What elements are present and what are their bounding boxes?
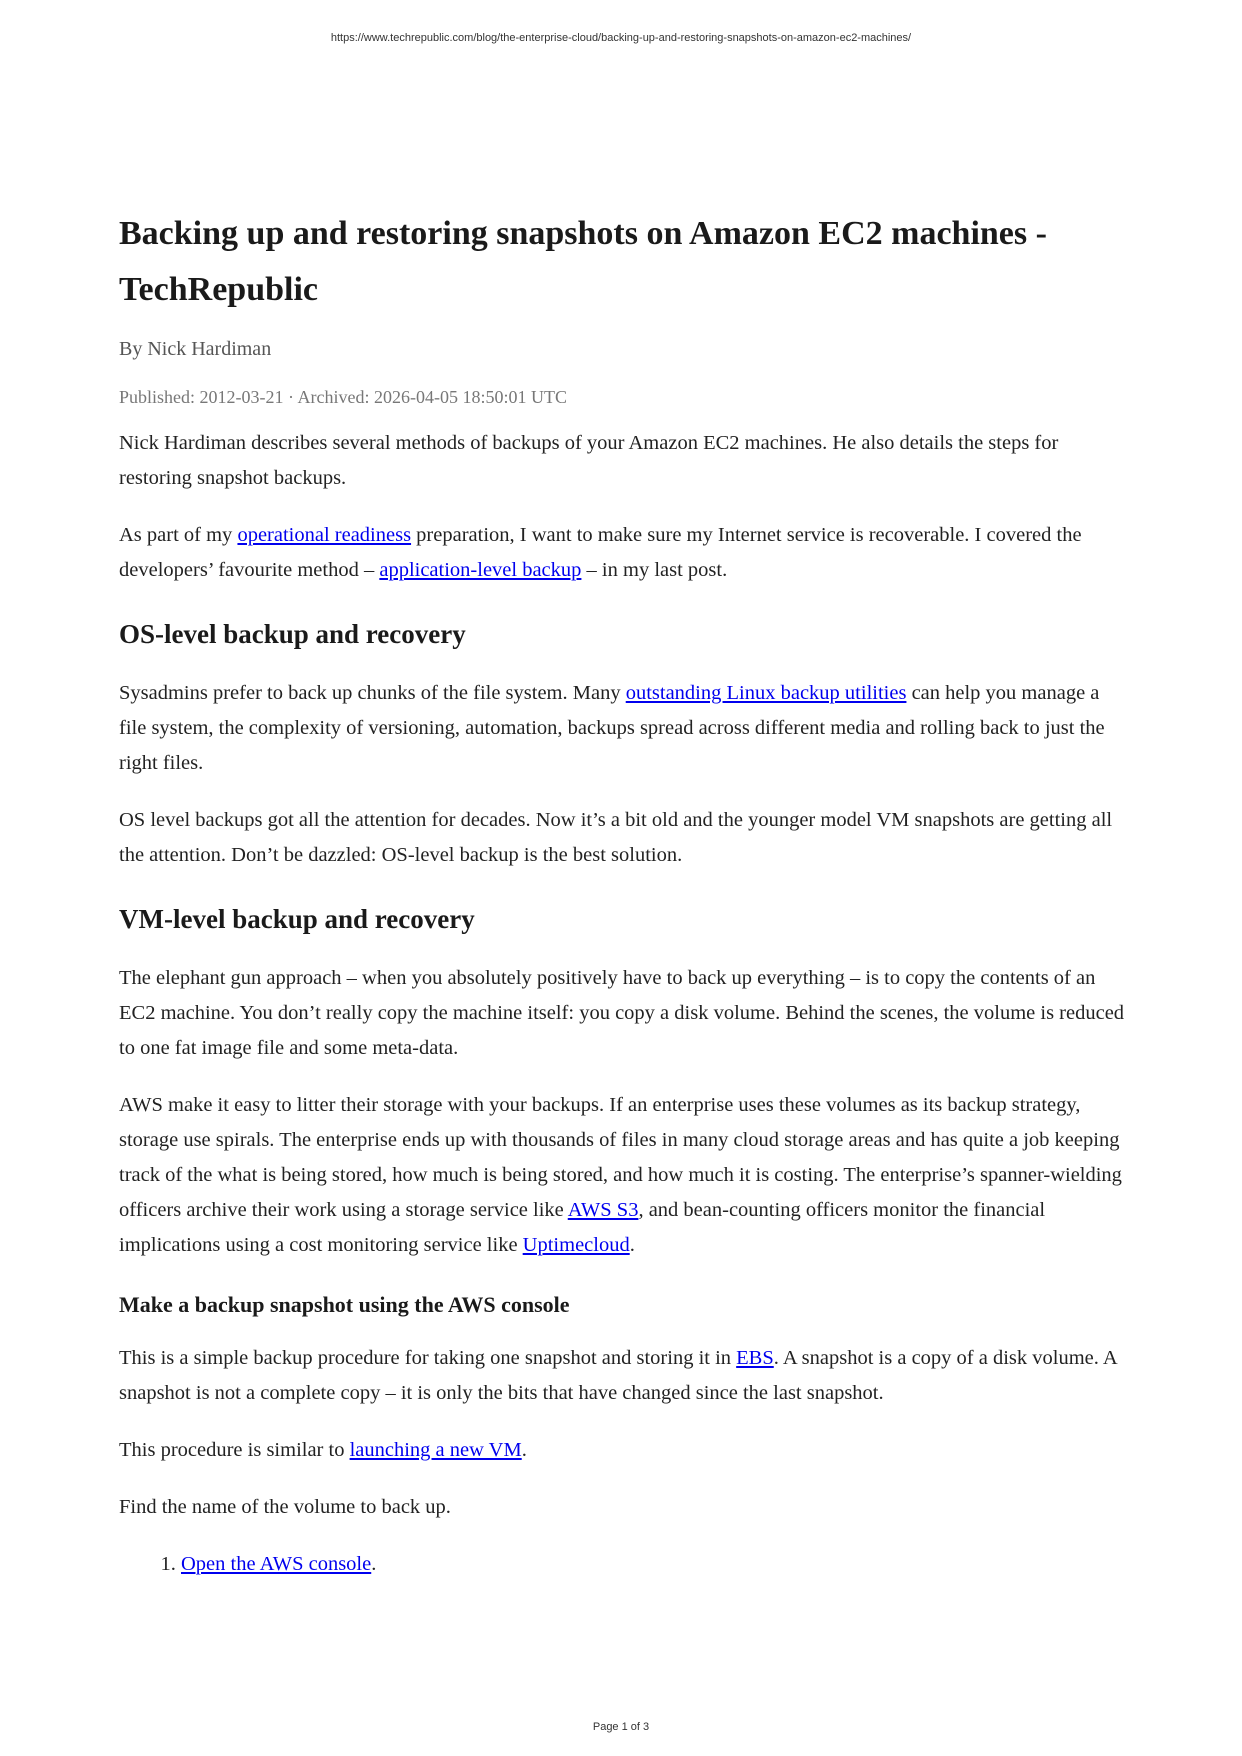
- heading-make-snapshot: Make a backup snapshot using the AWS console: [119, 1292, 570, 1317]
- article-intro: Nick Hardiman describes several methods of backups of your Amazon EC2 machines. He also details the steps for restoring snapshot backups.: [119, 432, 1059, 489]
- heading-vm-level: VM-level backup and recovery: [119, 904, 475, 934]
- open-aws-console-link[interactable]: Open the AWS console: [181, 1553, 372, 1575]
- uptimecloud-link[interactable]: Uptimecloud: [522, 1234, 630, 1256]
- article-byline: By Nick Hardiman: [119, 338, 272, 360]
- steps-list: [119, 1547, 1129, 1582]
- application-level-backup-link[interactable]: application-level backup: [379, 559, 582, 581]
- paragraph-aws-storage: AWS make it easy to litter their storage with your backups. If an enterprise uses these volumes as its backup strategy, storage use spirals. The enterprise ends up with thousands of files in many cloud storage areas and has quite a job keeping track of the what is being stored, how much is being stored, and how much it is costing. The enterprise’s spanner-wielding officers archive their work using a storage service like AWS S3, and bean-counting officers monitor the financial implications using a cost monitoring service like Uptimecloud.: [119, 1094, 1122, 1256]
- page-url-header: https://www.techrepublic.com/blog/the-enterprise-cloud/backing-up-and-restoring-snapshots-on-amazon-ec2-machines/: [330, 32, 912, 44]
- page-footer: Page 1 of 3: [592, 1721, 650, 1733]
- linux-backup-utilities-link[interactable]: outstanding Linux backup utilities: [625, 682, 907, 704]
- operational-readiness-link[interactable]: operational readiness: [237, 524, 412, 546]
- article-dates: Published: 2012-03-21 · Archived: 2026-04-05 18:50:01 UTC: [119, 387, 567, 407]
- list-item: 1. Open the AWS console.: [181, 1547, 1129, 1582]
- article: [119, 206, 1129, 1582]
- paragraph-sysadmins: Sysadmins prefer to back up chunks of the file system. Many outstanding Linux backup utilities can help you manage a file system, the complexity of versioning, automation, backups spread across different media and rolling back to just the right files.: [119, 682, 1105, 774]
- paragraph-find-volume: Find the name of the volume to back up.: [119, 1496, 451, 1518]
- ebs-link[interactable]: EBS: [736, 1347, 774, 1369]
- paragraph-elephant-gun: The elephant gun approach – when you absolutely positively have to back up everything – is to copy the contents of an EC2 machine. You don’t really copy the machine itself: you copy a disk volume. Behind the scenes, the volume is reduced to one fat image file and some meta-data.: [119, 967, 1125, 1059]
- heading-os-level: OS-level backup and recovery: [119, 619, 466, 649]
- launching-new-vm-link[interactable]: launching a new VM: [349, 1439, 522, 1461]
- paragraph-simple-backup: This is a simple backup procedure for taking one snapshot and storing it in EBS. A snapshot is a copy of a disk volume. A snapshot is not a complete copy – it is only the bits that have changed since the last snapshot.: [119, 1347, 1117, 1404]
- paragraph-similar-procedure: This procedure is similar to launching a new VM.: [119, 1439, 527, 1461]
- article-title: Backing up and restoring snapshots on Amazon EC2 machines - TechRepublic: [119, 215, 1047, 308]
- paragraph-readiness: As part of my operational readiness preparation, I want to make sure my Internet service is recoverable. I covered the developers’ favourite method – application-level backup – in my last post.: [119, 524, 1082, 581]
- aws-s3-link[interactable]: AWS S3: [567, 1199, 639, 1221]
- paragraph-os-attention: OS level backups got all the attention for decades. Now it’s a bit old and the younger model VM snapshots are getting all the attention. Don’t be dazzled: OS-level backup is the best solution.: [119, 809, 1113, 866]
